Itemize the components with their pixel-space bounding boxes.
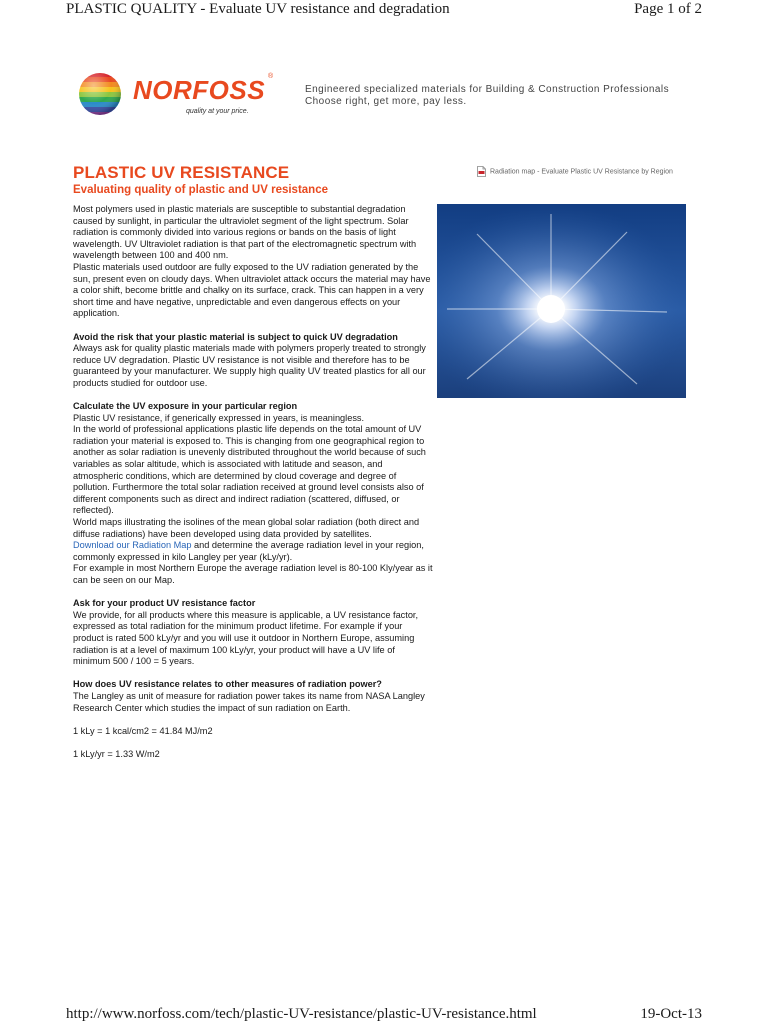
section-text-uv-exposure-2: In the world of professional applications plastic life depends on the total amount of UV radiation your material is exposed to. This is changing from one geographical region to another as solar radiation is unevenly distributed throughout the world because of such variables as solar altitude, which is associated with latitude and season, and atmospheric conditions, which are determined by cloud coverage and degree of pollution. Furthermore the total solar radiation received at ground level consists also of different components such as direct and indirect radiation (scattered, diffused, or reflected). — [73, 424, 426, 516]
section-uv-risk — [73, 332, 433, 390]
slogan-line-1: Engineered specialized materials for Building & Construction Professionals — [305, 84, 670, 95]
sun-sky-photo — [437, 204, 686, 398]
logo-tagline: quality at your price. — [186, 108, 249, 115]
section-heading-uv-factor: Ask for your product UV resistance factor — [73, 598, 256, 609]
registered-mark: ® — [268, 73, 274, 80]
pdf-icon — [477, 166, 486, 177]
page-number: Page 1 of 2 — [634, 1, 702, 17]
rainbow-ball-icon — [78, 72, 122, 116]
company-slogan — [305, 84, 669, 108]
section-text-uv-risk: Always ask for quality plastic materials made with polymers properly treated to strongly reduce UV degradation. Plastic UV resistance is not visible and therefore has to be guaranteed by your manufacturer. We supply high quality UV treated plastics for all our products studied for outdoor use. — [73, 343, 426, 388]
print-footer — [66, 1005, 702, 1025]
logo-wordmark: NORFOSS — [133, 75, 266, 105]
slogan-line-2: Choose right, get more, pay less. — [305, 96, 467, 107]
intro-paragraph — [73, 204, 433, 320]
equation-kly: 1 kLy = 1 kcal/cm2 = 41.84 MJ/m2 — [73, 725, 213, 736]
radiation-map-link[interactable] — [477, 166, 673, 177]
page-subtitle: Evaluating quality of plastic and UV resistance — [73, 184, 328, 196]
section-text-uv-factor: We provide, for all products where this measure is applicable, a UV resistance factor, expressed as total radiation for the minimum product lifetime. For example if your product is rated 500 kLy/yr and you will use it outdoor in Northern Europe, assuming radiation is at a level of maximum 100 kLy/yr, your product will have a UV life of minimum 500 / 100 = 5 years. — [73, 609, 419, 667]
print-header-title: PLASTIC QUALITY - Evaluate UV resistance and degradation — [66, 1, 450, 17]
equation-kly-per-year: 1 kLy/yr = 1.33 W/m2 — [73, 748, 160, 759]
print-footer-url: http://www.norfoss.com/tech/plastic-UV-resistance/plastic-UV-resistance.html — [66, 1006, 537, 1022]
section-text-radiation-measures: The Langley as unit of measure for radiation power takes its name from NASA Langley Research Center which studies the impact of sun radiation on Earth. — [73, 690, 425, 713]
intro-text-1: Most polymers used in plastic materials are susceptible to substantial degradation caused by sunlight, in particular the ultraviolet segment of the light spectrum. Solar radiation is commonly divided into various regions or bands on the basis of light wavelength. UV Ultraviolet radiation is that part of the electromagnetic spectrum with wavelength between 100 and 400 nm. — [73, 204, 417, 261]
section-uv-exposure — [73, 401, 433, 587]
radiation-map-link-text: Radiation map - Evaluate Plastic UV Resistance by Region — [490, 168, 673, 176]
section-heading-radiation-measures: How does UV resistance relates to other measures of radiation power? — [73, 679, 382, 690]
section-heading-uv-risk: Avoid the risk that your plastic material is subject to quick UV degradation — [73, 331, 398, 342]
article-body — [73, 204, 433, 772]
intro-text-2: Plastic materials used outdoor are fully exposed to the UV radiation generated by the sun, present even on cloudy days. When ultraviolet attack occurs the material may have a color shift, become brittle and chalky on its surface, crack. This can happen in a very short time and have negative, unpredictable and even dangerous effects on your application. — [73, 261, 431, 319]
print-footer-date: 19-Oct-13 — [640, 1006, 702, 1022]
section-text-uv-exposure-5: For example in most Northern Europe the average radiation level is 80-100 Kly/year as it can be seen on our Map. — [73, 563, 433, 585]
download-radiation-map-link[interactable]: Download our Radiation Map — [73, 540, 192, 551]
section-uv-factor — [73, 598, 433, 668]
section-text-uv-exposure-4: and determine the average radiation level in your region, commonly expressed in kilo Langley per year (kLy/yr). — [73, 540, 424, 562]
section-radiation-measures — [73, 679, 433, 714]
section-text-uv-exposure-3: World maps illustrating the isolines of the mean global solar radiation (both direct and diffuse radiations) have been developed using data provided by satellites. — [73, 517, 420, 539]
section-text-uv-exposure-1: Plastic UV resistance, if generically expressed in years, is meaningless. — [73, 412, 365, 423]
norfoss-logo[interactable] — [78, 72, 274, 122]
section-heading-uv-exposure: Calculate the UV exposure in your particular region — [73, 401, 298, 412]
page-title: PLASTIC UV RESISTANCE — [73, 163, 290, 182]
print-header — [66, 0, 702, 20]
